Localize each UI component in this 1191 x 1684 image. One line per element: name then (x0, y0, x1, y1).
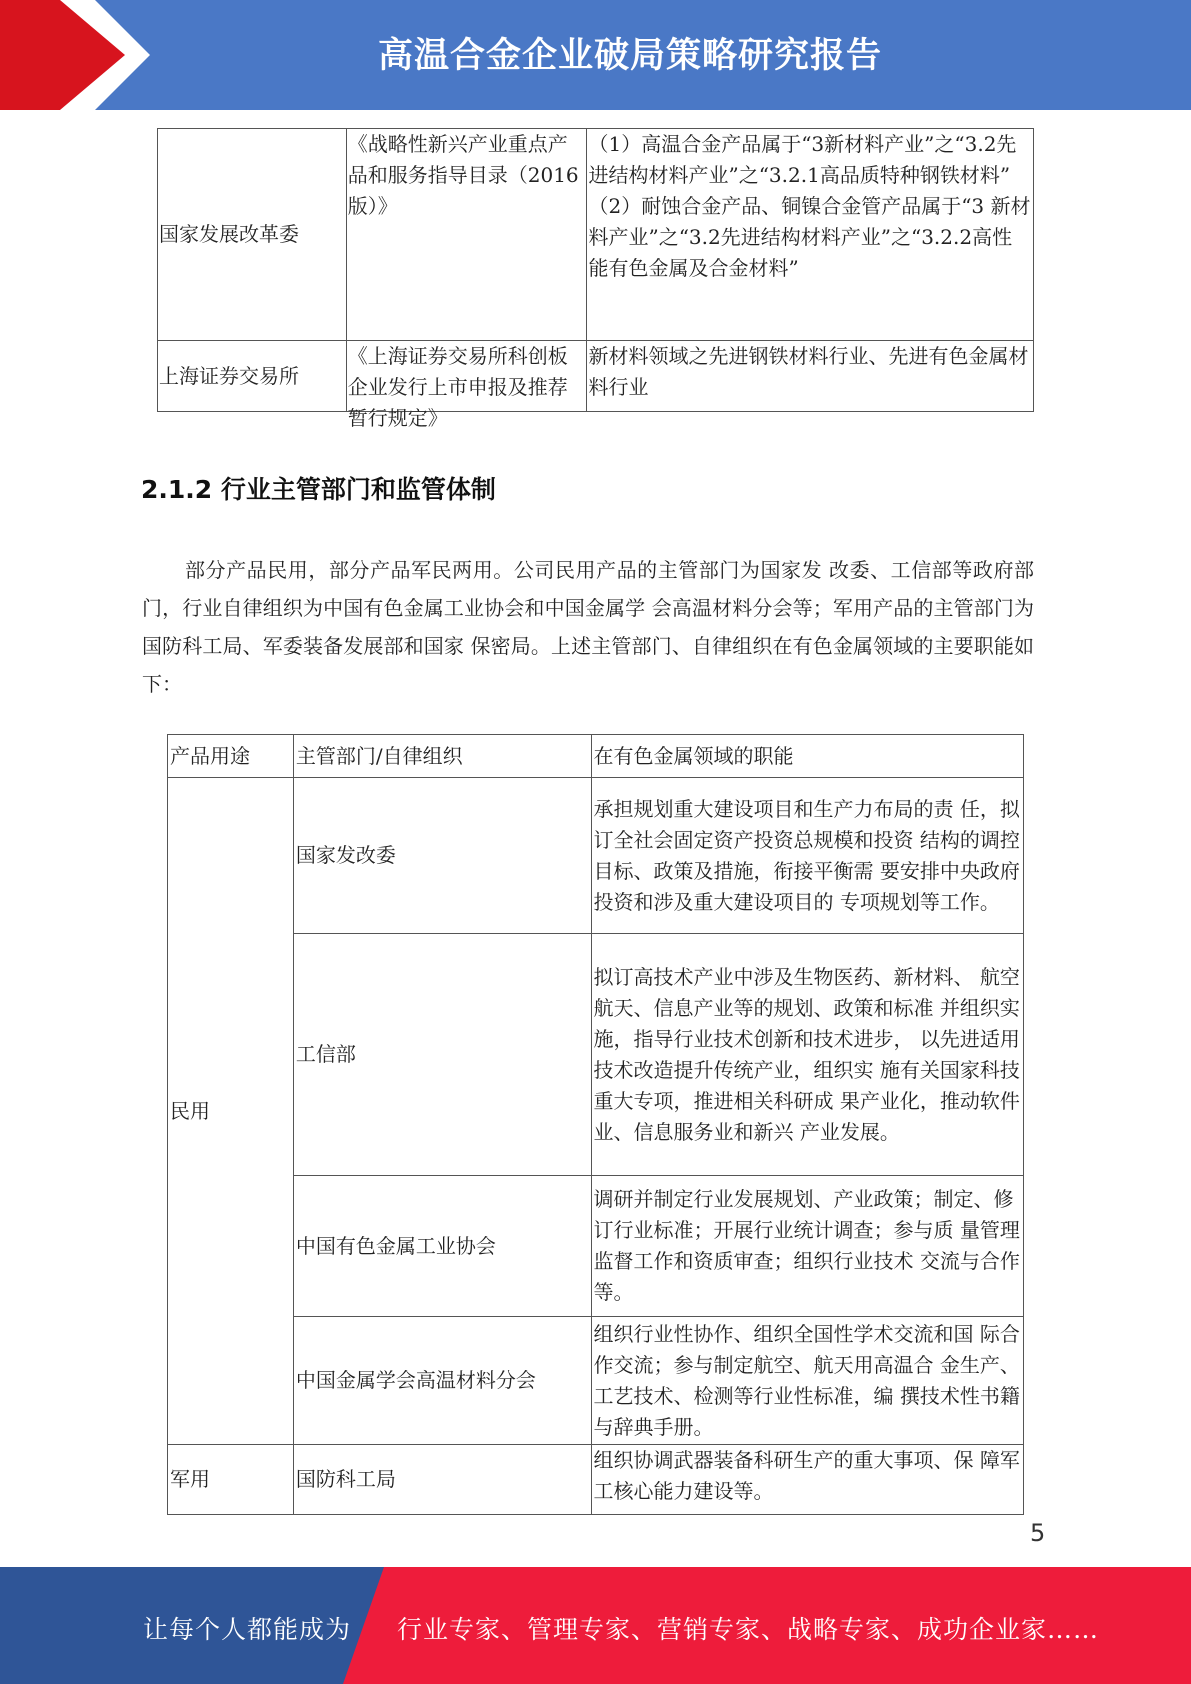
org-cell: 中国金属学会高温材料分会 (293, 1317, 591, 1445)
authority-cell: 国家发展改革委 (158, 129, 347, 341)
footer-slogan-left: 让每个人都能成为 (143, 1615, 352, 1644)
org-cell: 国防科工局 (293, 1445, 591, 1515)
page-number: 5 (1030, 1519, 1046, 1547)
report-title: 高温合金企业破局策略研究报告 (377, 36, 882, 76)
section-heading: 2.1.2 行业主管部门和监管体制 (141, 475, 496, 504)
authority-table (167, 734, 1024, 1515)
org-cell: 工信部 (293, 934, 591, 1176)
duty-cell: 调研并制定行业发展规划、产业政策；制定、修订行业标准；开展行业统计调查；参与质 量管理监督工作和资质审查；组织行业技术 交流与合作等。 (591, 1176, 1024, 1317)
page-footer (0, 1567, 1191, 1684)
footer-slogan-right: 行业专家、管理专家、营销专家、战略专家、成功企业家…… (397, 1615, 1100, 1644)
column-header: 主管部门/自律组织 (293, 735, 591, 778)
policy-table (157, 128, 1034, 430)
content-cell (587, 129, 1034, 341)
table-row (168, 778, 1024, 934)
duty-cell: 组织协调武器装备科研生产的重大事项、保 障军工核心能力建设等。 (591, 1445, 1024, 1515)
content-cell: 新材料领域之先进钢铁材料行业、先进有色金属材料行业 (587, 341, 1034, 412)
document-cell: 《战略性新兴产业重点产品和服务指导目录（2016版）》 (346, 129, 587, 341)
table-row (168, 934, 1024, 1176)
table-row (168, 1445, 1024, 1515)
org-cell: 国家发改委 (293, 778, 591, 934)
content-line: （1）高温合金产品属于“3新材料产业”之“3.2先进结构材料产业”之“3.2.1高品质特种钢铁材料” (588, 132, 1017, 187)
table-row (158, 129, 1034, 341)
column-header: 产品用途 (168, 735, 294, 778)
duty-cell: 承担规划重大建设项目和生产力布局的责 任，拟订全社会固定资产投资总规模和投资 结构的调控目标、政策及措施，衔接平衡需 要安排中央政府投资和涉及重大建设项目的 专项规划等工作。 (591, 778, 1024, 934)
table-row (168, 1176, 1024, 1317)
section-paragraph: 部分产品民用，部分产品军民两用。公司民用产品的主管部门为国家发 改委、工信部等政府部门，行业自律组织为中国有色金属工业协会和中国金属学 会高温材料分会等；军用产品的主管部门为国防科工局、军委装备发展部和国家 保密局。上述主管部门、自律组织在有色金属领域的主要职能如下： (142, 558, 1034, 696)
column-header: 在有色金属领域的职能 (591, 735, 1024, 778)
table-row (158, 341, 1034, 412)
org-cell: 中国有色金属工业协会 (293, 1176, 591, 1317)
duty-cell: 组织行业性协作、组织全国性学术交流和国 际合作交流；参与制定航空、航天用高温合 金生产、工艺技术、检测等行业性标准，编 撰技术性书籍与辞典手册。 (591, 1317, 1024, 1445)
usage-cell: 军用 (168, 1445, 294, 1515)
duty-cell: 拟订高技术产业中涉及生物医药、新材料、 航空航天、信息产业等的规划、政策和标准 并组织实施，指导行业技术创新和技术进步， 以先进适用技术改造提升传统产业，组织实 施有关国家科技重大专项，推进相关科研成 果产业化，推动软件业、信息服务业和新兴 产业发展。 (591, 934, 1024, 1176)
table-row (168, 1317, 1024, 1445)
document-cell: 《上海证券交易所科创板企业发行上市申报及推荐暂行规定》 (347, 344, 568, 430)
table-header-row (168, 735, 1024, 778)
content-line: （2）耐蚀合金产品、铜镍合金管产品属于“3 新材料产业”之“3.2先进结构材料产业”之“3.2.2高性能有色金属及合金材料” (588, 194, 1031, 280)
page-header (0, 0, 1191, 110)
usage-cell: 民用 (168, 778, 294, 1445)
authority-cell: 上海证券交易所 (158, 341, 347, 412)
